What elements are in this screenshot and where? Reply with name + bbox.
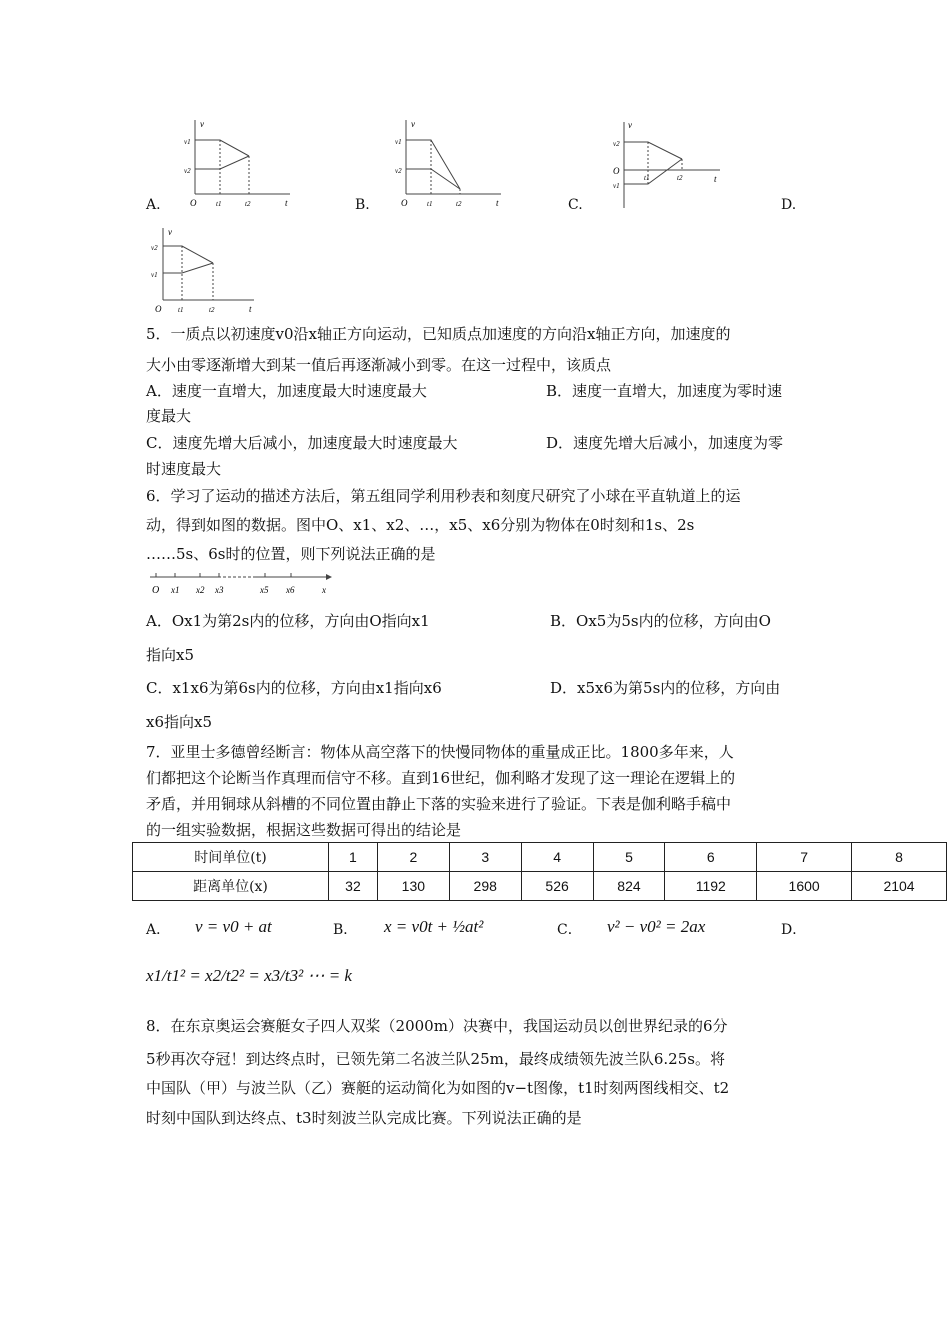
distance-cell: 32 [329, 872, 378, 901]
v-top-label: v2 [613, 140, 620, 148]
t2-label: t2 [209, 306, 215, 314]
q7-stem-line4: 的一组实验数据，根据这些数据可得出的结论是 [146, 821, 462, 839]
axis-o-label: O [152, 585, 160, 596]
origin-label: O [155, 304, 162, 314]
q8-stem-line2: 5秒再次夺冠！到达终点时，已领先第二名波兰队25m，最终成绩领先波兰队6.25s。将 [146, 1050, 725, 1068]
axis-v-label: v [411, 119, 415, 129]
q8-stem-line1: 8．在东京奥运会赛艇女子四人双桨（2000m）决赛中，我国运动员以创世界纪录的6分 [146, 1017, 728, 1035]
q8-stem-line4: 时刻中国队到达终点、t3时刻波兰队完成比赛。下列说法正确的是 [146, 1109, 582, 1127]
axis-t-label: t [285, 198, 288, 208]
graph-b [393, 118, 508, 210]
q7-stem-line2: 们都把这个论断当作真理而信守不移。直到16世纪，伽利略才发现了这一理论在逻辑上的 [146, 769, 736, 787]
q6-stem-line2: 动，得到如图的数据。图中O、x1、x2、…，x5、x6分别为物体在0时刻和1s、2s [146, 516, 695, 534]
time-cell: 5 [593, 843, 665, 872]
q6-stem-line1: 6．学习了运动的描述方法后，第五组同学利用秒表和刻度尺研究了小球在平直轨道上的运 [146, 487, 741, 505]
t1-label: t1 [427, 200, 433, 208]
t2-label: t2 [245, 200, 251, 208]
q5-option-a: A．速度一直增大，加速度最大时速度最大 [146, 382, 427, 400]
q6-option-d-cont: x6指向x5 [146, 713, 213, 731]
option-d-label: D. [781, 197, 797, 213]
axis-t-label: t [496, 198, 499, 208]
table-row [133, 872, 947, 901]
v-top-label: v2 [151, 244, 158, 252]
distance-cell: 526 [521, 872, 593, 901]
q7-option-b-formula: x = v0t + ½at² [384, 917, 484, 936]
position-axis-diagram [146, 569, 336, 599]
distance-header: 距离单位(x) [133, 872, 329, 901]
q6-option-b: B．Ox5为5s内的位移，方向由O [550, 612, 771, 630]
q7-option-d-formula: x1/t1² = x2/t2² = x3/t3² ⋯ = k [146, 966, 352, 985]
time-cell: 4 [521, 843, 593, 872]
q7-option-d-label: D． [781, 922, 807, 938]
distance-cell: 824 [593, 872, 665, 901]
t1-label: t1 [216, 200, 222, 208]
axis-v-label: v [168, 227, 172, 237]
q7-option-a-label: A． [146, 922, 171, 938]
q6-option-a: A．Ox1为第2s内的位移，方向由O指向x1 [146, 612, 430, 630]
option-a-label: A. [146, 197, 161, 213]
t2-label: t2 [677, 174, 683, 182]
graph-a [182, 118, 297, 210]
time-cell: 7 [757, 843, 852, 872]
origin-label: O [190, 198, 197, 208]
q7-option-a-formula: v = v0 + at [195, 917, 272, 936]
axis-v-label: v [200, 119, 204, 129]
distance-cell: 1600 [757, 872, 852, 901]
q5-option-b: B．速度一直增大，加速度为零时速 [546, 382, 783, 400]
t1-label: t1 [178, 306, 184, 314]
axis-x6-label: x6 [286, 585, 295, 595]
q5-option-d: D．速度先增大后减小，加速度为零 [546, 434, 784, 452]
v-bot-label: v2 [184, 167, 191, 175]
galileo-data-table [132, 842, 947, 901]
q7-option-b-label: B． [333, 922, 358, 938]
origin-label: O [401, 198, 408, 208]
distance-cell: 2104 [852, 872, 947, 901]
time-cell: 3 [449, 843, 521, 872]
origin-label: O [613, 166, 620, 176]
axis-t-label: t [714, 174, 717, 184]
axis-x2-label: x2 [196, 585, 205, 595]
distance-cell: 1192 [665, 872, 757, 901]
q7-stem-line1: 7．亚里士多德曾经断言：物体从高空落下的快慢同物体的重量成正比。1800多年来，人 [146, 743, 734, 761]
q6-option-b-cont: 指向x5 [146, 646, 195, 664]
t2-label: t2 [456, 200, 462, 208]
time-cell: 6 [665, 843, 757, 872]
graph-c [610, 118, 725, 213]
q5-stem-line2: 大小由零逐渐增大到某一值后再逐渐减小到零。在这一过程中，该质点 [146, 356, 612, 374]
distance-cell: 298 [449, 872, 521, 901]
table-row [133, 843, 947, 872]
v-bot-label: v1 [151, 271, 158, 279]
time-cell: 8 [852, 843, 947, 872]
q7-stem-line3: 矛盾，并用铜球从斜槽的不同位置由静止下落的实验来进行了验证。下表是伽利略手稿中 [146, 795, 732, 813]
time-header: 时间单位(t) [133, 843, 329, 872]
option-b-label: B. [355, 197, 370, 213]
option-c-label: C. [568, 197, 583, 213]
v-top-label: v1 [184, 138, 191, 146]
q5-option-b-cont: 度最大 [146, 407, 192, 425]
q5-option-c: C．速度先增大后减小，加速度最大时速度最大 [146, 434, 458, 452]
axis-x1-label: x1 [171, 585, 180, 595]
t1-label: t1 [644, 174, 650, 182]
q6-option-d: D．x5x6为第5s内的位移，方向由 [550, 679, 781, 697]
graph-d [146, 226, 261, 318]
axis-t-label: t [249, 304, 252, 314]
q8-stem-line3: 中国队（甲）与波兰队（乙）赛艇的运动简化为如图的v−t图像，t1时刻两图线相交、t2 [146, 1079, 730, 1097]
axis-x-label: x [322, 585, 326, 595]
q5-option-d-cont: 时速度最大 [146, 460, 222, 478]
v-top-label: v1 [395, 138, 402, 146]
time-cell: 2 [377, 843, 449, 872]
v-bot-label: v2 [395, 167, 402, 175]
axis-x5-label: x5 [260, 585, 269, 595]
q5-stem-line1: 5．一质点以初速度v0沿x轴正方向运动，已知质点加速度的方向沿x轴正方向，加速度的 [146, 325, 731, 343]
q6-option-c: C．x1x6为第6s内的位移，方向由x1指向x6 [146, 679, 442, 697]
q6-stem-line3: ……5s、6s时的位置，则下列说法正确的是 [146, 545, 436, 563]
time-cell: 1 [329, 843, 378, 872]
q7-option-c-formula: v² − v0² = 2ax [607, 917, 706, 936]
axis-x3-label: x3 [215, 585, 224, 595]
q7-option-c-label: C． [557, 922, 582, 938]
axis-v-label: v [628, 120, 632, 130]
v-bot-label: v1 [613, 182, 620, 190]
distance-cell: 130 [377, 872, 449, 901]
